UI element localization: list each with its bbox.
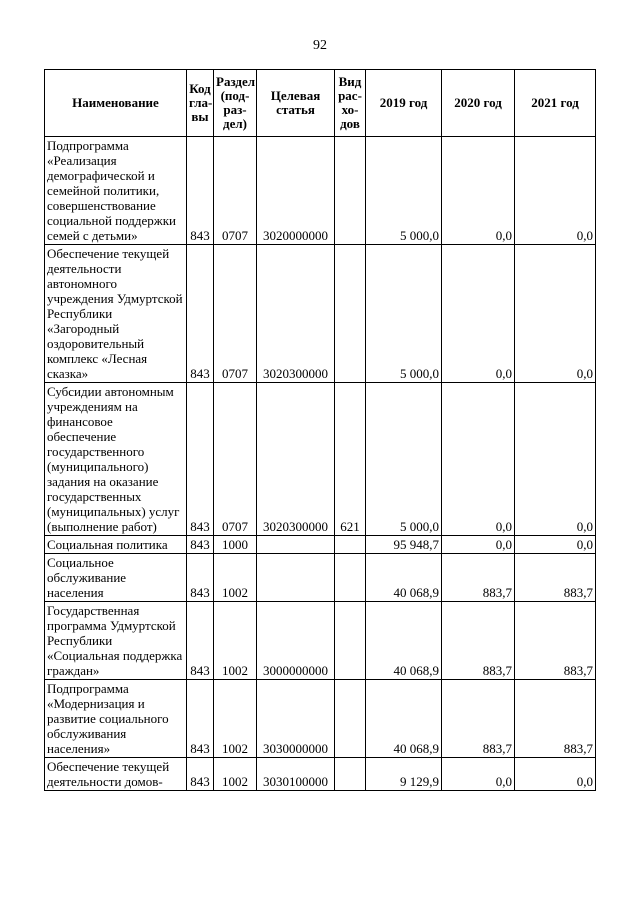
row-code: 843 bbox=[187, 680, 214, 758]
table-row bbox=[45, 536, 596, 554]
row-2020: 883,7 bbox=[442, 680, 515, 758]
budget-table bbox=[44, 69, 596, 791]
row-target bbox=[257, 554, 335, 602]
row-name: Обеспечение текущей деятельности автономного учреждения Удмуртской Республики «Загородный оздоровительный комплекс «Лесная сказка» bbox=[45, 245, 187, 383]
row-2019: 5 000,0 bbox=[366, 137, 442, 245]
row-name: Субсидии автономным учреждениям на финансовое обеспечение государственного (муниципального) задания на оказание государственных (муниципальных) услуг (выполнение работ) bbox=[45, 383, 187, 536]
row-target: 3030100000 bbox=[257, 758, 335, 791]
row-section: 0707 bbox=[214, 137, 257, 245]
header-2019: 2019 год bbox=[366, 70, 442, 137]
row-section: 1000 bbox=[214, 536, 257, 554]
table-row bbox=[45, 554, 596, 602]
row-section: 1002 bbox=[214, 680, 257, 758]
header-target: Целевая статья bbox=[257, 70, 335, 137]
header-2021: 2021 год bbox=[515, 70, 596, 137]
row-2021: 883,7 bbox=[515, 680, 596, 758]
row-name: Подпрограмма «Модернизация и развитие социального обслуживания населения» bbox=[45, 680, 187, 758]
row-target: 3020000000 bbox=[257, 137, 335, 245]
row-2019: 5 000,0 bbox=[366, 245, 442, 383]
table-row bbox=[45, 383, 596, 536]
row-code: 843 bbox=[187, 383, 214, 536]
row-name: Подпрограмма «Реализация демографической и семейной политики, совершенствование социальной поддержки семей с детьми» bbox=[45, 137, 187, 245]
row-section: 1002 bbox=[214, 602, 257, 680]
header-name: Наименование bbox=[45, 70, 187, 137]
row-2020: 0,0 bbox=[442, 137, 515, 245]
row-2020: 883,7 bbox=[442, 602, 515, 680]
row-code: 843 bbox=[187, 758, 214, 791]
row-2021: 0,0 bbox=[515, 137, 596, 245]
row-type bbox=[335, 245, 366, 383]
row-2019: 95 948,7 bbox=[366, 536, 442, 554]
row-2019: 40 068,9 bbox=[366, 602, 442, 680]
row-2020: 883,7 bbox=[442, 554, 515, 602]
header-type: Вид рас- хо- дов bbox=[335, 70, 366, 137]
row-section: 1002 bbox=[214, 554, 257, 602]
row-target: 3020300000 bbox=[257, 383, 335, 536]
row-code: 843 bbox=[187, 602, 214, 680]
row-section: 1002 bbox=[214, 758, 257, 791]
table-row bbox=[45, 137, 596, 245]
row-name: Социальное обслуживание населения bbox=[45, 554, 187, 602]
row-name: Государственная программа Удмуртской Республики «Социальная поддержка граждан» bbox=[45, 602, 187, 680]
row-code: 843 bbox=[187, 536, 214, 554]
table-row bbox=[45, 602, 596, 680]
row-2020: 0,0 bbox=[442, 245, 515, 383]
table-row bbox=[45, 245, 596, 383]
row-2019: 5 000,0 bbox=[366, 383, 442, 536]
row-2020: 0,0 bbox=[442, 536, 515, 554]
header-2020: 2020 год bbox=[442, 70, 515, 137]
row-target: 3000000000 bbox=[257, 602, 335, 680]
row-2021: 0,0 bbox=[515, 245, 596, 383]
table-header-row bbox=[45, 70, 596, 137]
row-target: 3020300000 bbox=[257, 245, 335, 383]
table-row bbox=[45, 680, 596, 758]
row-type bbox=[335, 536, 366, 554]
table-row bbox=[45, 758, 596, 791]
row-2020: 0,0 bbox=[442, 758, 515, 791]
row-section: 0707 bbox=[214, 245, 257, 383]
row-code: 843 bbox=[187, 554, 214, 602]
row-type bbox=[335, 554, 366, 602]
row-target bbox=[257, 536, 335, 554]
page-number: 92 bbox=[313, 38, 327, 53]
row-2019: 40 068,9 bbox=[366, 680, 442, 758]
row-2020: 0,0 bbox=[442, 383, 515, 536]
row-type bbox=[335, 758, 366, 791]
row-type bbox=[335, 602, 366, 680]
row-name: Обеспечение текущей деятельности домов- bbox=[45, 758, 187, 791]
row-2021: 0,0 bbox=[515, 536, 596, 554]
row-target: 3030000000 bbox=[257, 680, 335, 758]
row-name: Социальная политика bbox=[45, 536, 187, 554]
row-section: 0707 bbox=[214, 383, 257, 536]
row-type bbox=[335, 680, 366, 758]
row-2021: 0,0 bbox=[515, 758, 596, 791]
header-code: Код гла- вы bbox=[187, 70, 214, 137]
row-2021: 883,7 bbox=[515, 602, 596, 680]
row-2021: 0,0 bbox=[515, 383, 596, 536]
row-2019: 40 068,9 bbox=[366, 554, 442, 602]
row-code: 843 bbox=[187, 245, 214, 383]
row-code: 843 bbox=[187, 137, 214, 245]
header-section: Раздел (под- раз- дел) bbox=[214, 70, 257, 137]
row-2019: 9 129,9 bbox=[366, 758, 442, 791]
row-type bbox=[335, 137, 366, 245]
row-2021: 883,7 bbox=[515, 554, 596, 602]
row-type: 621 bbox=[335, 383, 366, 536]
